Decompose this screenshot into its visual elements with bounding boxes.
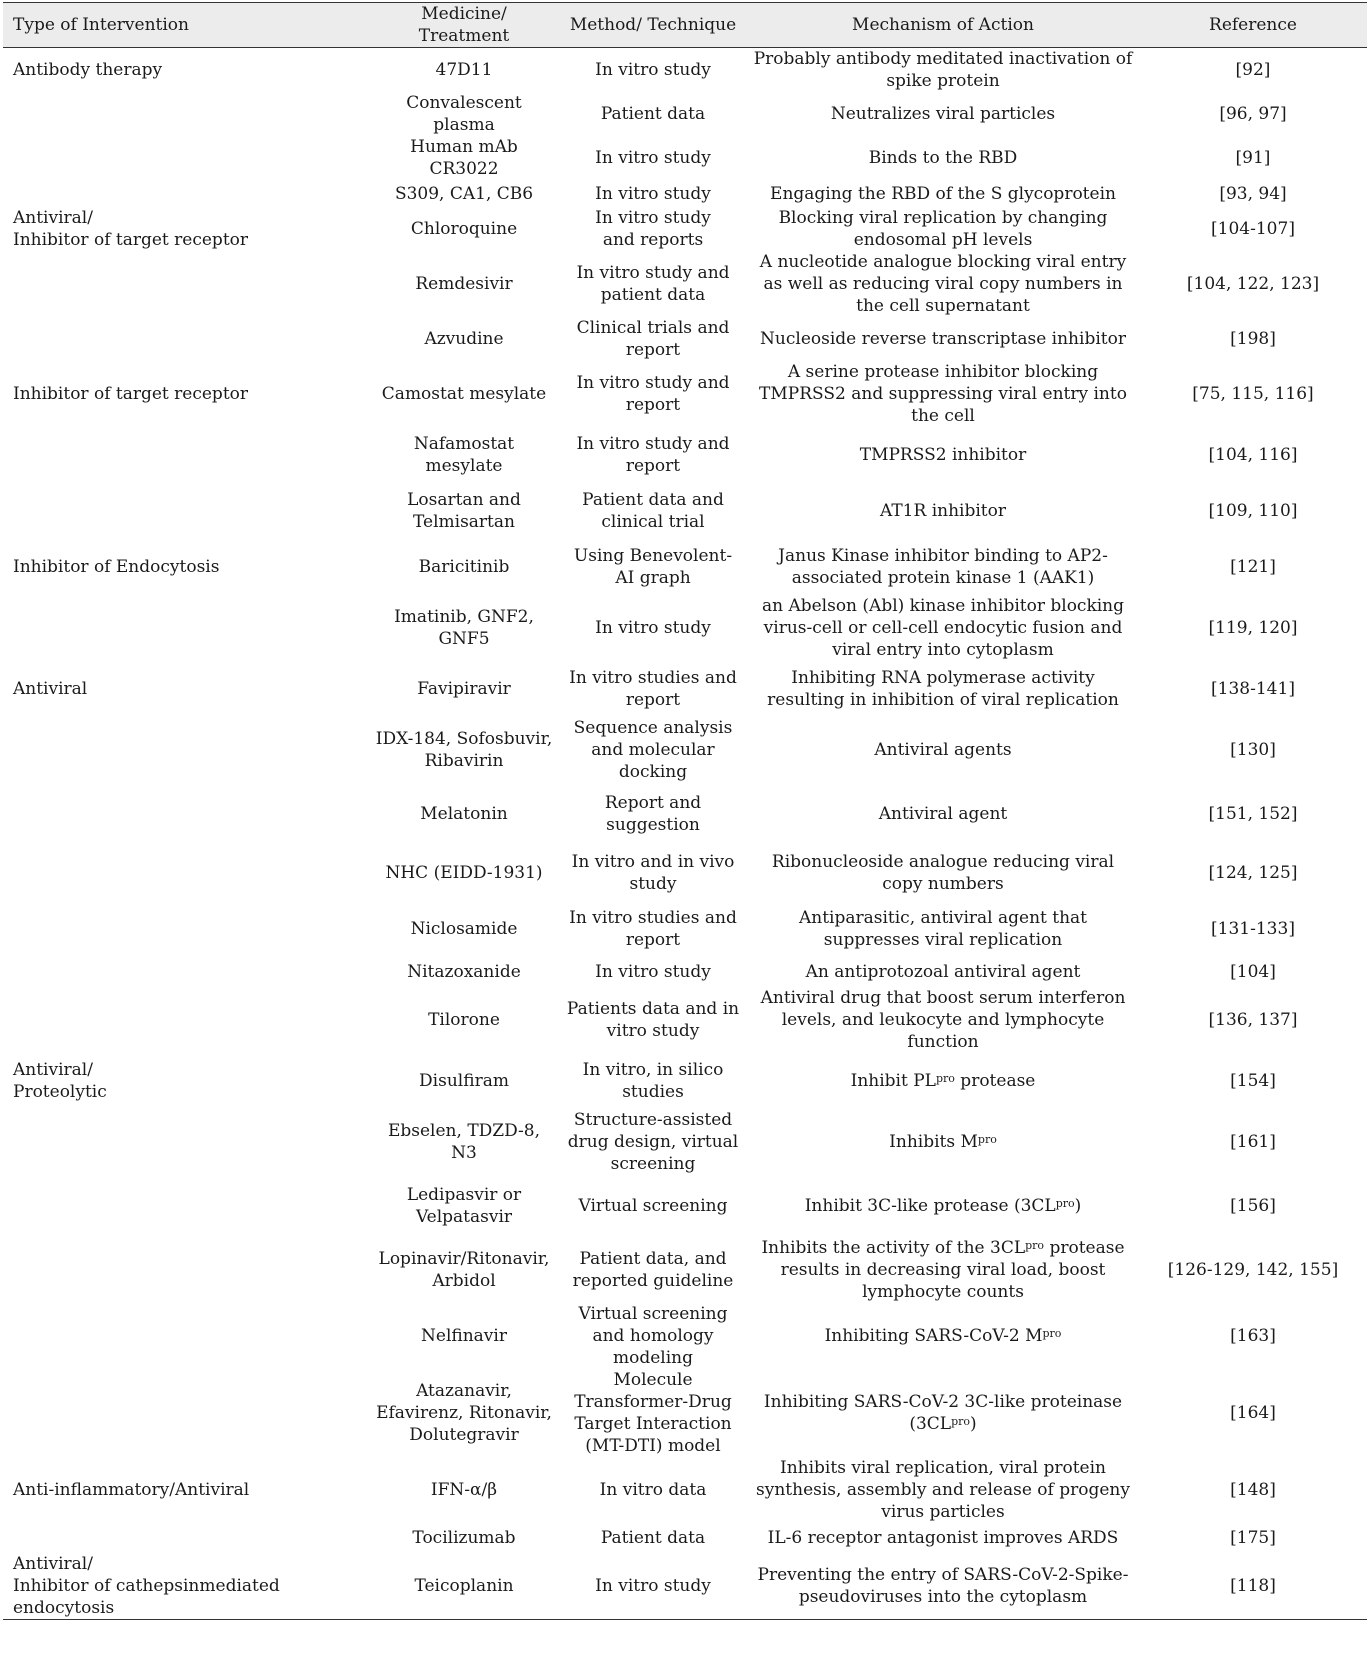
cell-reference: [124, 125] <box>1208 863 1298 883</box>
header-mechanism-of-action: Mechanism of Action <box>747 3 1139 48</box>
cell-mechanism-of-action: Probably antibody meditated inactivation of spike protein <box>753 49 1133 91</box>
cell-type-of-intervention: Antiviral/ Proteolytic <box>13 1060 107 1102</box>
cell-reference: [126-129, 142, 155] <box>1167 1260 1339 1280</box>
table-row <box>3 48 1367 93</box>
cell-method-technique: In vitro, in silico studies <box>582 1060 724 1102</box>
cell-type-of-intervention <box>3 427 369 483</box>
cell-type-of-intervention <box>3 901 369 957</box>
cell-mechanism-of-action: An antiprotozoal antiviral agent <box>805 962 1081 982</box>
cell-reference: [92] <box>1235 60 1271 80</box>
cell-mechanism-of-action: Inhibiting SARS-CoV-2 3C-like proteinase $(3CL^{pro})$ <box>763 1392 1123 1434</box>
cell-mechanism-of-action: an Abelson (Abl) kinase inhibitor blocking virus-cell or cell-cell endocytic fusion and viral entry into cytoplasm <box>761 596 1125 660</box>
superscript-pro: pro <box>951 1415 971 1428</box>
cell-type-of-intervention: Inhibitor of target receptor <box>13 384 249 404</box>
header-row <box>3 3 1367 48</box>
cell-type-of-intervention <box>3 783 369 845</box>
cell-method-technique: In vitro data <box>599 1480 707 1500</box>
cell-medicine-treatment: Imatinib, GNF2, GNF5 <box>394 607 534 649</box>
table-row <box>3 539 1367 595</box>
cell-medicine-treatment: Disulfiram <box>419 1071 509 1091</box>
table-row <box>3 207 1367 251</box>
cell-medicine-treatment: Azvudine <box>424 329 504 349</box>
cell-medicine-treatment: Ledipasvir or Velpatasvir <box>406 1185 522 1227</box>
cell-mechanism-of-action: Inhibit $PL^{pro}$ protease <box>850 1071 1036 1091</box>
cell-medicine-treatment: Remdesivir <box>415 274 513 294</box>
cell-mechanism-of-action: Antiparasitic, antiviral agent that suppresses viral replication <box>798 908 1088 950</box>
cell-medicine-treatment: S309, CA1, CB6 <box>394 183 534 204</box>
table-row <box>3 180 1367 207</box>
cell-type-of-intervention: Antiviral <box>13 679 88 699</box>
cell-medicine-treatment: Losartan and Telmisartan <box>407 490 521 532</box>
cell-medicine-treatment: Atazanavir, Efavirenz, Ritonavir, Dolutegravir <box>376 1381 552 1445</box>
cell-reference: [161] <box>1230 1132 1276 1152</box>
table-row <box>3 483 1367 539</box>
cell-mechanism-of-action: Antiviral drug that boost serum interferon levels, and leukocyte and lymphocyte function <box>760 988 1126 1052</box>
cell-reference: [138-141] <box>1211 679 1295 699</box>
cell-reference: [93, 94] <box>1219 183 1287 204</box>
table-row <box>3 92 1367 136</box>
cell-reference: [91] <box>1235 148 1271 168</box>
cell-type-of-intervention <box>3 1523 369 1553</box>
cell-mechanism-of-action: Inhibiting SARS-CoV-2 $M^{pro}$ <box>824 1326 1062 1346</box>
cell-type-of-intervention <box>3 987 369 1053</box>
cell-method-technique: In vitro study <box>595 148 711 168</box>
cell-method-technique: Molecule Transformer-Drug Target Interaction (MT-DTI) model <box>574 1370 732 1456</box>
cell-reference: [156] <box>1230 1196 1276 1216</box>
cell-type-of-intervention <box>3 136 369 180</box>
cell-medicine-treatment: Ebselen, TDZD-8, N3 <box>387 1121 541 1163</box>
cell-medicine-treatment: Camostat mesylate <box>381 384 547 404</box>
cell-mechanism-of-action: Inhibit 3C-like protease $(3CL^{pro})$ <box>804 1196 1082 1216</box>
cell-type-of-intervention <box>3 1109 369 1175</box>
cell-mechanism-of-action: Neutralizes viral particles <box>830 104 1056 124</box>
cell-reference: [130] <box>1230 740 1276 760</box>
cell-type-of-intervention <box>3 845 369 901</box>
cell-reference: [198] <box>1230 329 1276 349</box>
cell-method-technique: In vitro and in vivo study <box>571 852 735 894</box>
cell-medicine-treatment: Favipiravir <box>417 679 511 699</box>
cell-medicine-treatment: Convalescent plasma <box>406 93 522 135</box>
cell-mechanism-of-action: Antiviral agents <box>874 740 1012 760</box>
cell-reference: [104, 116] <box>1208 445 1298 465</box>
cell-method-technique: In vitro study <box>595 962 711 982</box>
cell-type-of-intervention <box>3 92 369 136</box>
cell-medicine-treatment: Teicoplanin <box>369 1553 559 1620</box>
table-row <box>3 1369 1367 1457</box>
table-row <box>3 987 1367 1053</box>
table-row <box>3 427 1367 483</box>
header-reference: Reference <box>1139 3 1367 48</box>
cell-type-of-intervention: Antiviral/ Inhibitor of cathepsinmediated endocytosis <box>3 1553 369 1620</box>
cell-mechanism-of-action: Inhibiting RNA polymerase activity resulting in inhibition of viral replication <box>767 668 1119 710</box>
cell-method-technique: Structure-assisted drug design, virtual screening <box>567 1110 739 1174</box>
interventions-table <box>3 2 1367 1620</box>
cell-method-technique: In vitro study and report <box>576 434 730 476</box>
cell-method-technique: Sequence analysis and molecular docking <box>573 718 733 782</box>
cell-medicine-treatment: Tilorone <box>428 1010 500 1030</box>
cell-mechanism-of-action: Blocking viral replication by changing endosomal pH levels <box>778 208 1108 250</box>
superscript-pro: pro <box>1055 1197 1075 1210</box>
cell-medicine-treatment: Nelfinavir <box>421 1326 507 1346</box>
cell-type-of-intervention <box>3 180 369 207</box>
cell-method-technique: Patient data and clinical trial <box>582 490 724 532</box>
cell-method-technique: In vitro study and patient data <box>576 263 730 305</box>
cell-type-of-intervention <box>3 251 369 317</box>
cell-method-technique: Using Benevolent-AI graph <box>573 546 733 588</box>
cell-type-of-intervention <box>3 1175 369 1237</box>
cell-method-technique: Report and suggestion <box>604 793 702 835</box>
cell-mechanism-of-action: Ribonucleoside analogue reducing viral copy numbers <box>771 852 1115 894</box>
cell-reference: [104] <box>1230 962 1276 982</box>
cell-reference: [148] <box>1230 1480 1276 1500</box>
cell-method-technique: In vitro study and report <box>576 373 730 415</box>
cell-reference: [151, 152] <box>1208 804 1298 824</box>
superscript-pro: pro <box>935 1072 955 1085</box>
superscript-pro: pro <box>1025 1239 1045 1252</box>
cell-mechanism-of-action: Inhibits the activity of the $3CL^{pro}$ protease results in decreasing viral load, boost lymphocyte counts <box>761 1238 1125 1302</box>
table-row <box>3 901 1367 957</box>
cell-method-technique: Virtual screening and homology modeling <box>578 1304 728 1368</box>
cell-reference: [104, 122, 123] <box>1186 274 1320 294</box>
cell-method-technique: Patients data and in vitro study <box>566 999 740 1041</box>
cell-reference: [96, 97] <box>1219 104 1287 124</box>
cell-type-of-intervention: Antibody therapy <box>13 60 163 80</box>
table-row <box>3 1237 1367 1303</box>
table-row <box>3 717 1367 783</box>
cell-reference: [154] <box>1230 1071 1276 1091</box>
cell-mechanism-of-action: Inhibits $M^{pro}$ <box>889 1132 997 1152</box>
cell-medicine-treatment: IDX-184, Sofosbuvir, Ribavirin <box>375 729 553 771</box>
cell-reference: [164] <box>1230 1403 1276 1423</box>
table-row <box>3 661 1367 717</box>
table-row <box>3 136 1367 180</box>
table-row <box>3 1457 1367 1523</box>
cell-mechanism-of-action: Antiviral agent <box>878 804 1008 824</box>
table-row <box>3 317 1367 361</box>
cell-method-technique: Clinical trials and report <box>576 318 730 360</box>
table-row <box>3 1303 1367 1369</box>
table-row <box>3 783 1367 845</box>
cell-type-of-intervention <box>3 1369 369 1457</box>
table-row <box>3 1523 1367 1553</box>
superscript-pro: pro <box>977 1133 997 1146</box>
cell-type-of-intervention <box>3 957 369 987</box>
cell-method-technique: Patient data <box>600 1528 706 1548</box>
cell-medicine-treatment: 47D11 <box>435 60 493 80</box>
cell-method-technique: In vitro study <box>559 1553 747 1620</box>
table-row <box>3 251 1367 317</box>
cell-mechanism-of-action: Binds to the RBD <box>868 148 1018 168</box>
cell-reference: [109, 110] <box>1208 501 1298 521</box>
cell-reference: [75, 115, 116] <box>1192 384 1314 404</box>
table-row <box>3 845 1367 901</box>
cell-reference: [104-107] <box>1211 219 1295 239</box>
cell-mechanism-of-action: A nucleotide analogue blocking viral entry as well as reducing viral copy numbers in the cell supernatant <box>759 252 1127 316</box>
cell-type-of-intervention <box>3 317 369 361</box>
cell-medicine-treatment: Lopinavir/Ritonavir, Arbidol <box>378 1249 550 1291</box>
cell-method-technique: Patient data <box>600 104 706 124</box>
cell-medicine-treatment: Baricitinib <box>418 557 510 577</box>
table-row <box>3 1553 1367 1620</box>
cell-mechanism-of-action: AT1R inhibitor <box>880 501 1006 521</box>
cell-method-technique: In vitro study and reports <box>595 208 711 250</box>
cell-method-technique: In vitro studies and report <box>569 908 737 950</box>
cell-mechanism-of-action: A serine protease inhibitor blocking TMPRSS2 and suppressing viral entry into the cell <box>759 362 1127 426</box>
cell-type-of-intervention <box>3 1303 369 1369</box>
table-row <box>3 595 1367 661</box>
cell-reference: [131-133] <box>1211 919 1295 939</box>
cell-method-technique: In vitro study <box>595 183 711 204</box>
cell-mechanism-of-action: TMPRSS2 inhibitor <box>859 445 1027 465</box>
header-method-technique: Method/ Technique <box>559 3 747 48</box>
table-row <box>3 1175 1367 1237</box>
cell-reference: [136, 137] <box>1208 1010 1298 1030</box>
header-type-of-intervention: Type of Intervention <box>3 3 369 48</box>
cell-medicine-treatment: Niclosamide <box>410 919 518 939</box>
superscript-pro: pro <box>1042 1327 1062 1340</box>
cell-reference: [121] <box>1230 557 1276 577</box>
cell-type-of-intervention: Antiviral/ Inhibitor of target receptor <box>13 208 249 250</box>
cell-method-technique: Virtual screening <box>578 1196 728 1216</box>
cell-type-of-intervention <box>3 595 369 661</box>
cell-mechanism-of-action: Nucleoside reverse transcriptase inhibitor <box>760 329 1126 349</box>
table-header <box>3 3 1367 48</box>
table-row <box>3 1053 1367 1109</box>
cell-medicine-treatment: Tocilizumab <box>412 1528 516 1548</box>
cell-type-of-intervention <box>3 1237 369 1303</box>
cell-type-of-intervention <box>3 717 369 783</box>
cell-medicine-treatment: Nitazoxanide <box>407 962 521 982</box>
cell-reference: [175] <box>1230 1528 1276 1548</box>
cell-mechanism-of-action: Janus Kinase inhibitor binding to AP2-associated protein kinase 1 (AAK1) <box>778 546 1108 588</box>
cell-mechanism-of-action: IL-6 receptor antagonist improves ARDS <box>767 1528 1119 1548</box>
cell-medicine-treatment: Nafamostat mesylate <box>413 434 515 476</box>
table-row <box>3 957 1367 987</box>
cell-medicine-treatment: Melatonin <box>420 804 508 824</box>
cell-type-of-intervention <box>3 483 369 539</box>
cell-medicine-treatment: NHC (EIDD-1931) <box>385 863 543 883</box>
table-row <box>3 361 1367 427</box>
cell-reference: [119, 120] <box>1208 618 1298 638</box>
cell-medicine-treatment: Human mAb CR3022 <box>410 137 518 179</box>
cell-method-technique: In vitro study <box>595 60 711 80</box>
cell-medicine-treatment: IFN-α/β <box>430 1480 498 1500</box>
cell-mechanism-of-action: Engaging the RBD of the S glycoprotein <box>770 183 1116 204</box>
cell-reference: [163] <box>1230 1326 1276 1346</box>
cell-reference: [118] <box>1139 1553 1367 1620</box>
table-body <box>3 48 1367 1620</box>
cell-type-of-intervention: Anti-inflammatory/Antiviral <box>13 1480 250 1500</box>
cell-method-technique: In vitro study <box>595 618 711 638</box>
cell-method-technique: In vitro studies and report <box>569 668 737 710</box>
table-row <box>3 1109 1367 1175</box>
cell-method-technique: Patient data, and reported guideline <box>572 1249 734 1291</box>
header-medicine-treatment: Medicine/ Treatment <box>369 3 559 48</box>
cell-mechanism-of-action: Inhibits viral replication, viral protein synthesis, assembly and release of progeny virus particles <box>756 1458 1130 1522</box>
cell-mechanism-of-action: Preventing the entry of SARS-CoV-2-Spike-pseudoviruses into the cytoplasm <box>747 1553 1139 1620</box>
cell-type-of-intervention: Inhibitor of Endocytosis <box>13 557 220 577</box>
cell-medicine-treatment: Chloroquine <box>410 219 518 239</box>
